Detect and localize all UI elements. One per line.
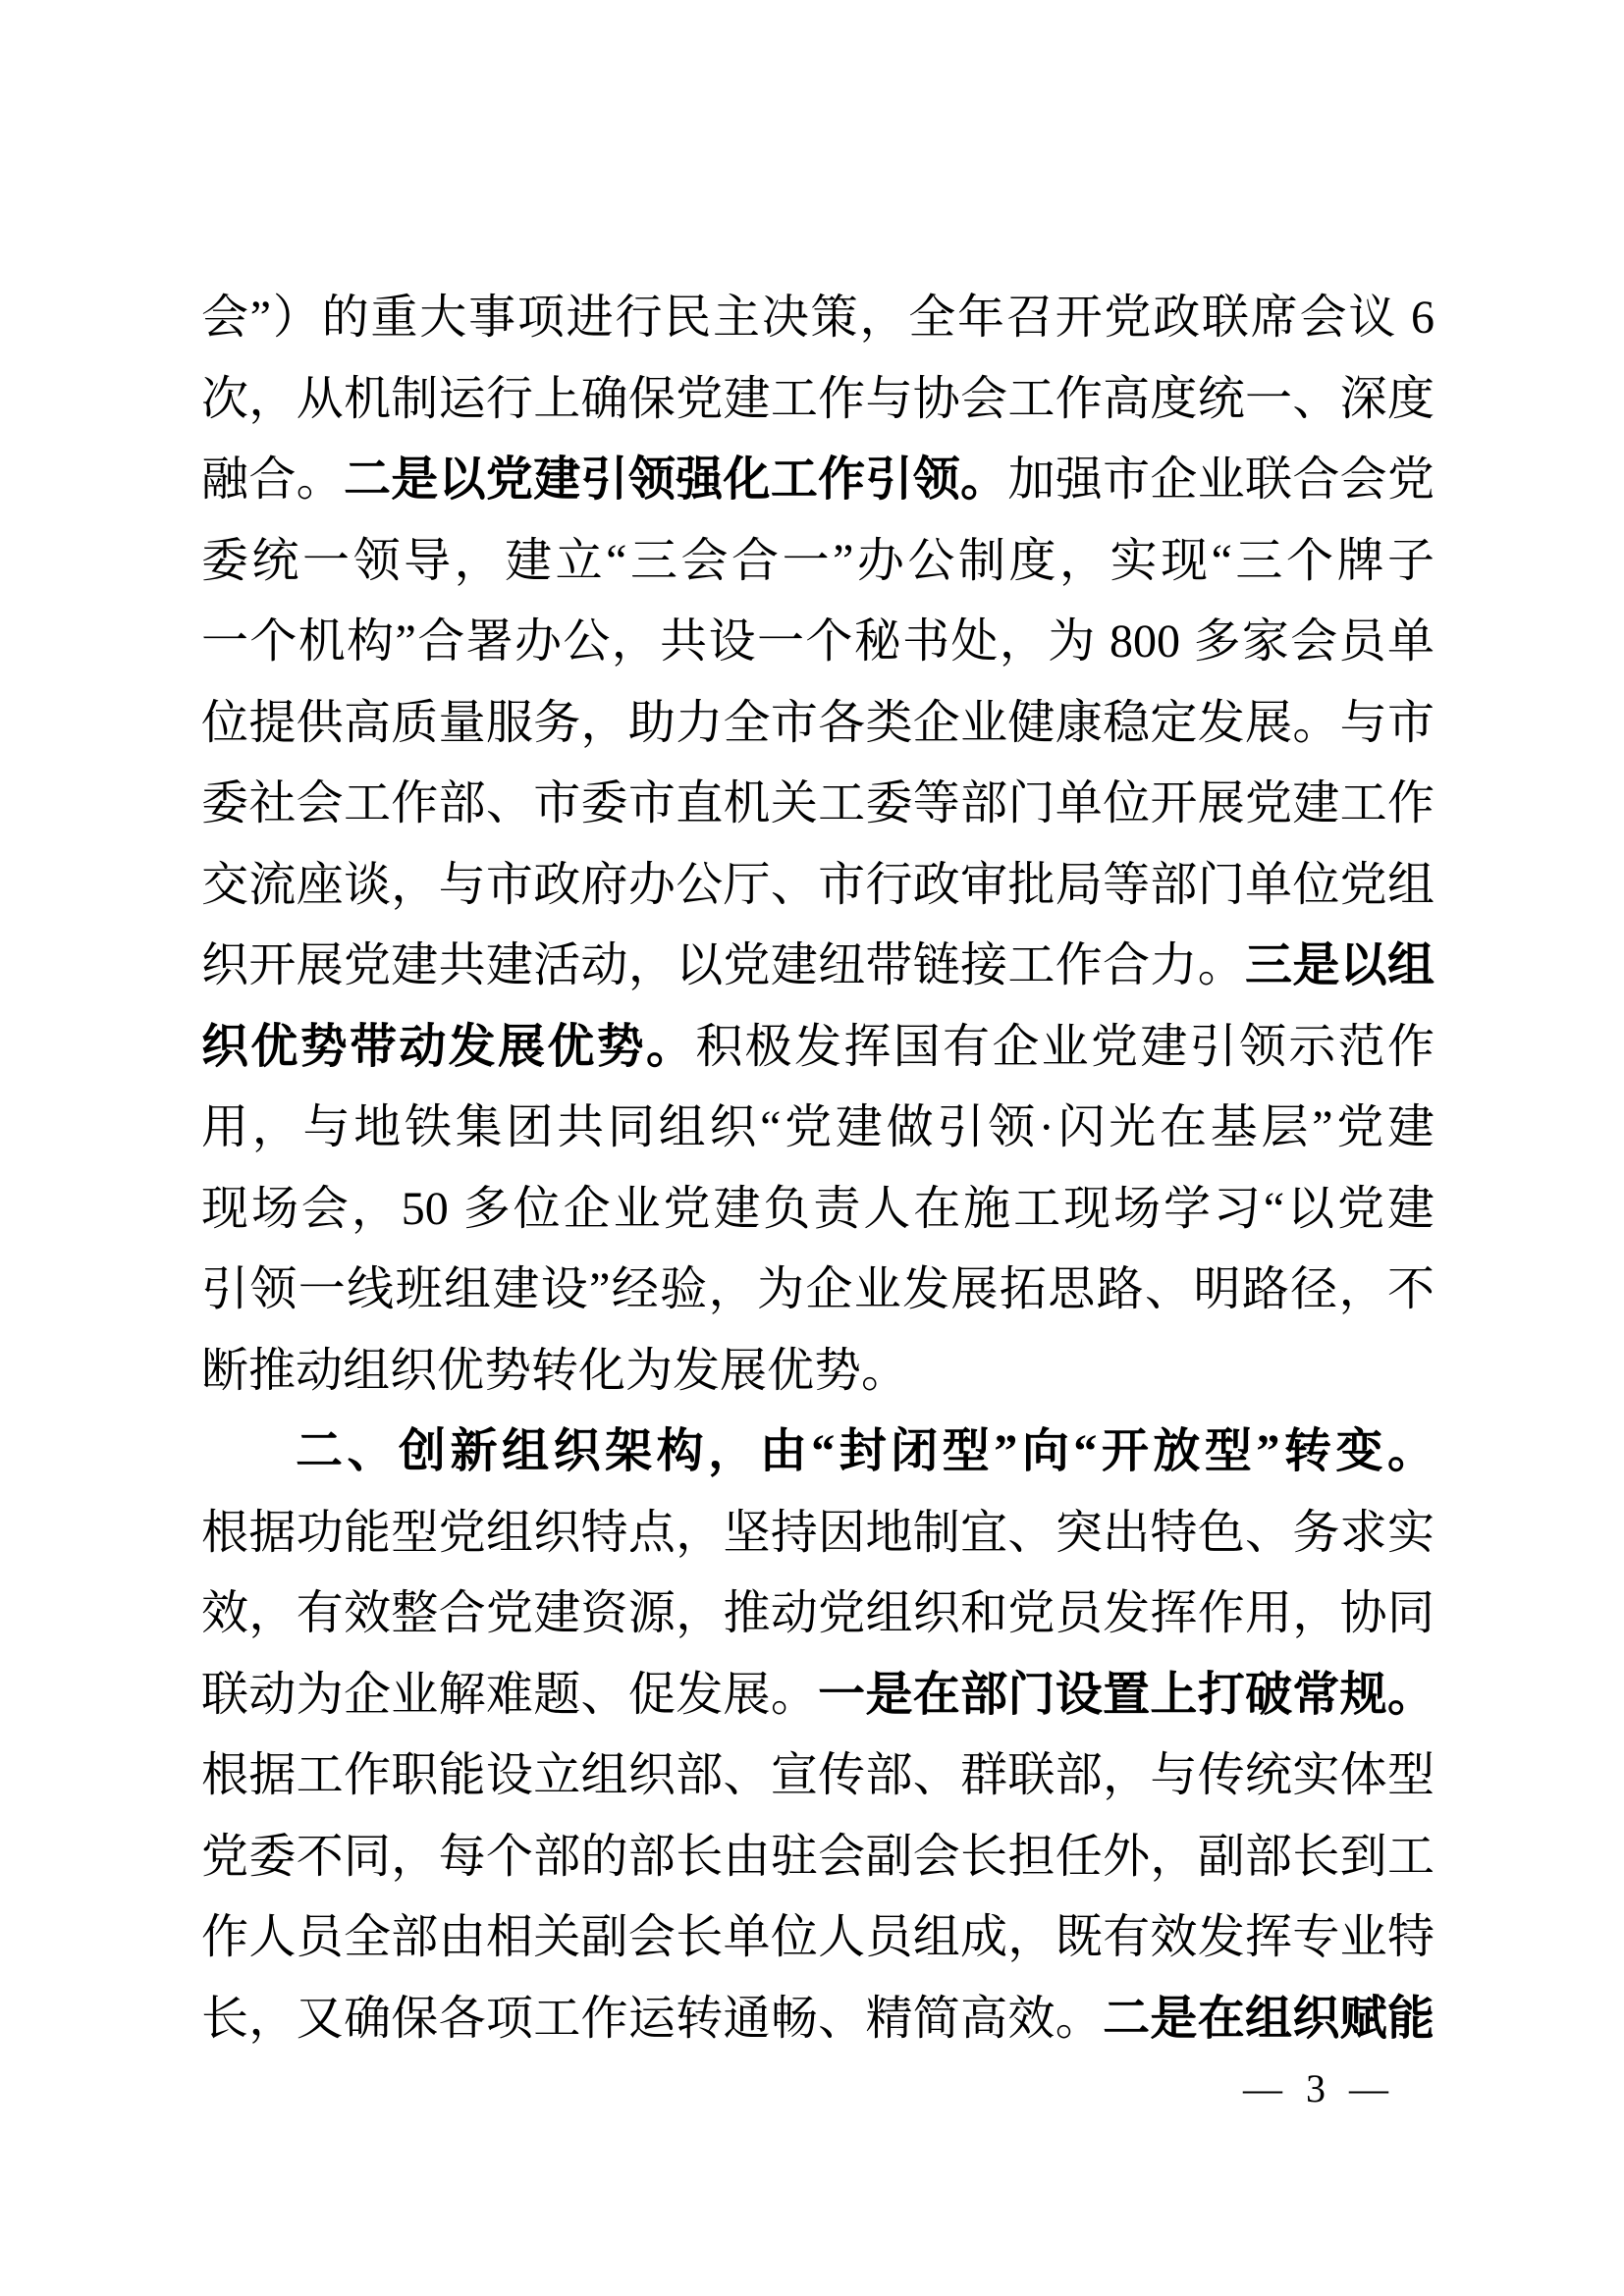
text-line bbox=[201, 1897, 1435, 1979]
text-run: 党委不同，每个部的部长由驻会副会长担任外，副部长到工 bbox=[201, 1830, 1435, 1883]
text-line bbox=[201, 845, 1435, 927]
text-line bbox=[201, 1979, 1435, 2060]
bold-text-run: 一是在部门设置上打破常规。 bbox=[818, 1668, 1435, 1721]
text-run: 作人员全部由相关副会长单位人员组成，既有效发挥专业特 bbox=[201, 1911, 1435, 1963]
text-line bbox=[201, 1817, 1435, 1898]
text-run: 加强市企业联合会党 bbox=[1007, 454, 1435, 506]
text-line bbox=[201, 521, 1435, 603]
text-line bbox=[201, 1331, 1435, 1413]
text-run: 织开展党建共建活动，以党建纽带链接工作合力。 bbox=[201, 939, 1246, 991]
text-line bbox=[201, 1088, 1435, 1169]
text-line bbox=[201, 1412, 1435, 1493]
text-line bbox=[201, 602, 1435, 683]
text-run: 会”）的重大事项进行民主决策，全年召开党政联席会议 6 bbox=[201, 292, 1435, 344]
text-run: 委社会工作部、市委市直机关工委等部门单位开展党建工作 bbox=[201, 777, 1435, 829]
text-line bbox=[201, 1493, 1435, 1575]
bold-text-run: 织优势带动发展优势。 bbox=[201, 1020, 696, 1073]
bold-text-run: 三是以组 bbox=[1245, 939, 1435, 991]
text-line bbox=[201, 440, 1435, 521]
text-run: 用，与地铁集团共同组织“党建做引领·闪光在基层”党建 bbox=[201, 1101, 1435, 1153]
text-line bbox=[201, 764, 1435, 845]
text-run: 现场会，50 多位企业党建负责人在施工现场学习“以党建 bbox=[201, 1182, 1435, 1235]
text-run: 积极发挥国有企业党建引领示范作 bbox=[695, 1020, 1435, 1073]
text-line bbox=[201, 683, 1435, 765]
text-run: 断推动组织优势转化为发展优势。 bbox=[201, 1344, 909, 1397]
text-run: 交流座谈，与市政府办公厅、市行政审批局等部门单位党组 bbox=[201, 858, 1435, 911]
text-line bbox=[201, 1574, 1435, 1655]
text-run: 融合。 bbox=[201, 454, 344, 506]
bold-text-run: 二是在组织赋能 bbox=[1103, 1992, 1435, 2045]
text-run: 长，又确保各项工作运转通畅、精简高效。 bbox=[201, 1992, 1104, 2045]
text-run: 委统一领导，建立“三会合一”办公制度，实现“三个牌子 bbox=[201, 534, 1435, 587]
text-line bbox=[201, 926, 1435, 1007]
text-run: 效，有效整合党建资源，推动党组织和党员发挥作用，协同 bbox=[201, 1587, 1435, 1639]
page-number: — 3 — bbox=[1243, 2066, 1388, 2110]
text-run: 根据工作职能设立组织部、宣传部、群联部，与传统实体型 bbox=[201, 1749, 1435, 1801]
text-line bbox=[201, 1735, 1435, 1817]
bold-text-run: 二、创新组织架构，由“封闭型”向“开放型”转变。 bbox=[296, 1425, 1435, 1477]
text-line bbox=[201, 1007, 1435, 1089]
text-run: 联动为企业解难题、促发展。 bbox=[201, 1668, 819, 1721]
text-run: 一个机构”合署办公，共设一个秘书处，为 800 多家会员单 bbox=[201, 615, 1435, 667]
text-run: 位提供高质量服务，助力全市各类企业健康稳定发展。与市 bbox=[201, 696, 1435, 749]
text-run: 引领一线班组建设”经验，为企业发展拓思路、明路径，不 bbox=[201, 1263, 1435, 1315]
text-line bbox=[201, 1169, 1435, 1251]
bold-text-run: 二是以党建引领强化工作引领。 bbox=[343, 454, 1008, 506]
text-line bbox=[201, 1655, 1435, 1736]
text-run: 次，从机制运行上确保党建工作与协会工作高度统一、深度 bbox=[201, 372, 1435, 425]
text-line bbox=[201, 1250, 1435, 1331]
text-line bbox=[201, 359, 1435, 441]
document-body bbox=[201, 278, 1435, 2059]
text-line bbox=[201, 278, 1435, 359]
text-run: 根据功能型党组织特点，坚持因地制宜、突出特色、务求实 bbox=[201, 1506, 1435, 1559]
